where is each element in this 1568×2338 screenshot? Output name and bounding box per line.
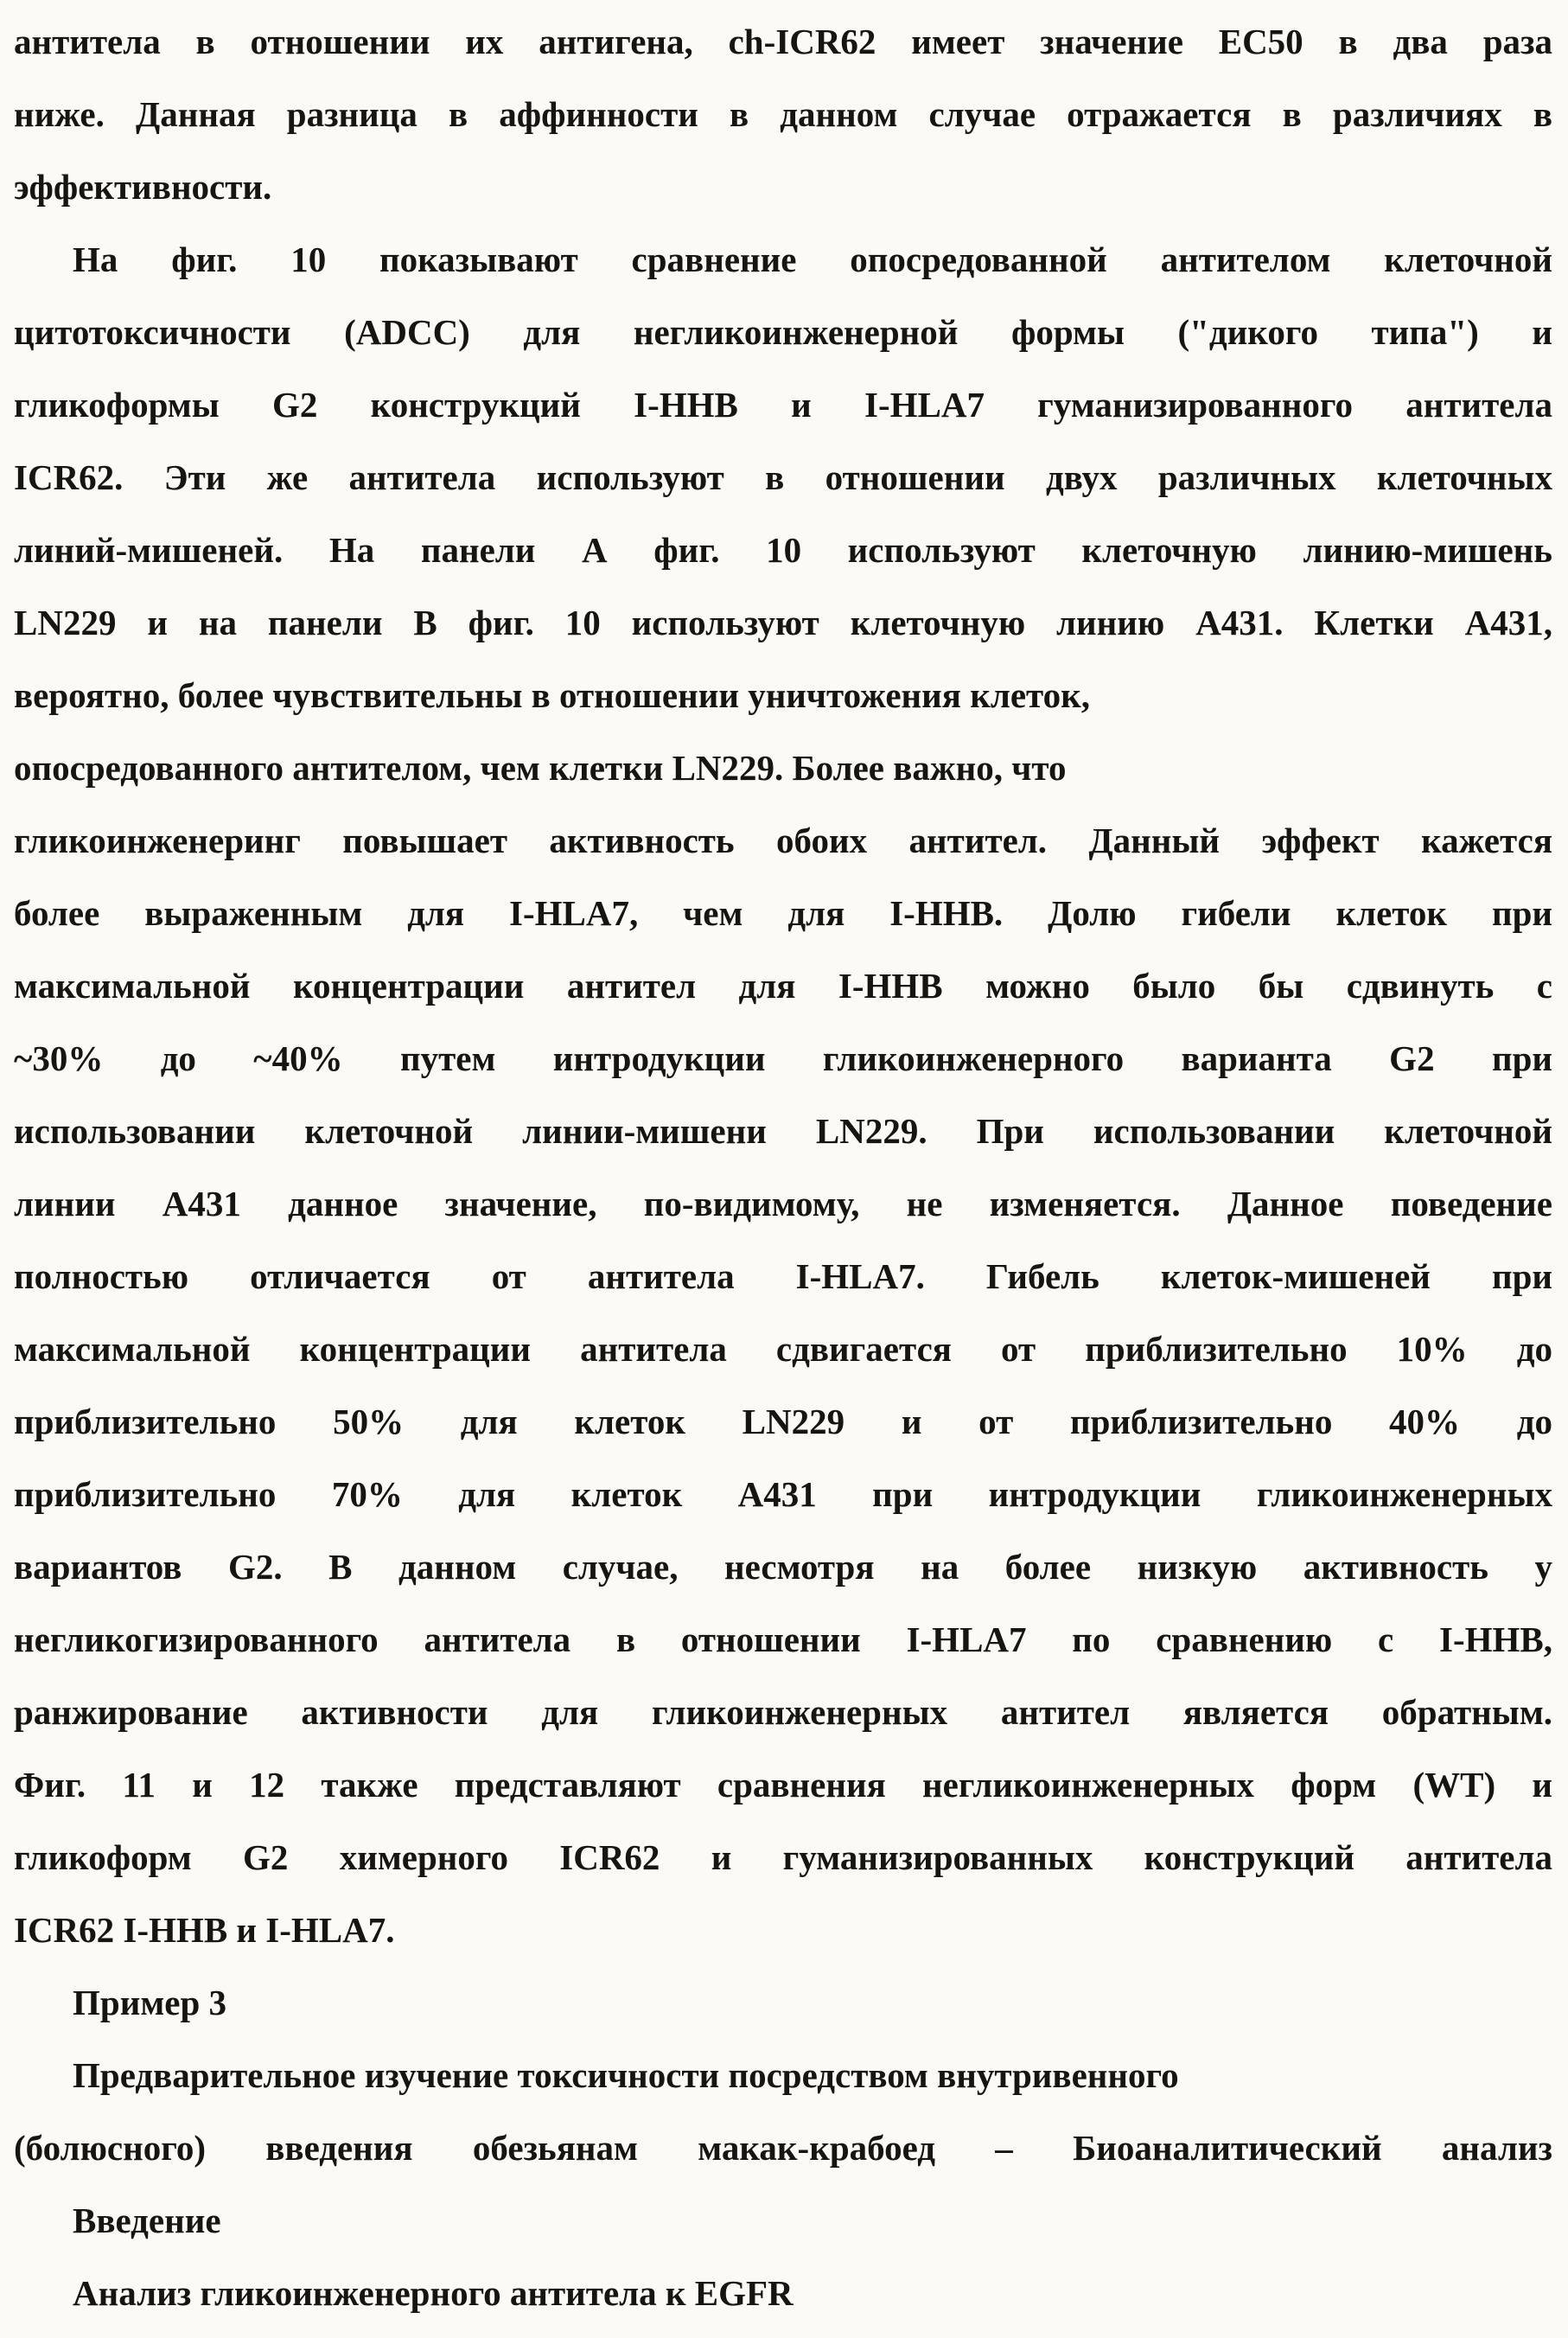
text-line: полностью отличается от антитела I-HLA7. Гибель клеток-мишеней при — [14, 1256, 1552, 1296]
text-line: цитотоксичности (ADCC) для негликоинженерной формы ("дикого типа") и — [14, 312, 1552, 352]
text-line: линий-мишеней. На панели А фиг. 10 используют клеточную линию-мишень — [14, 530, 1552, 570]
text-line: линии А431 данное значение, по-видимому, не изменяется. Данное поведение — [14, 1184, 1552, 1223]
text-line: гликоинженеринг повышает активность обоих антител. Данный эффект кажется — [14, 821, 1552, 860]
text-line: вариантов G2. В данном случае, несмотря на более низкую активность у — [14, 1547, 1552, 1587]
text-line: гликоформ G2 химерного ICR62 и гуманизированных конструкций антитела — [14, 1837, 1552, 1877]
text-line: (болюсного) введения обезьянам макак-крабоед – Биоаналитический анализ — [14, 2128, 1552, 2168]
text-line: Предварительное изучение токсичности посредством внутривенного — [73, 2055, 1179, 2095]
text-line: ~30% до ~40% путем интродукции гликоинженерного варианта G2 при — [14, 1038, 1552, 1078]
text-line: использовании клеточной линии-мишени LN229. При использовании клеточной — [14, 1111, 1552, 1151]
text-line: опосредованного антителом, чем клетки LN229. Более важно, что — [14, 748, 1067, 788]
paragraph — [14, 223, 1552, 1966]
text-line: более выраженным для I-HLA7, чем для I-HHB. Долю гибели клеток при — [14, 893, 1552, 933]
text-line: антитела в отношении их антигена, ch-ICR62 имеет значение EC50 в два раза — [14, 22, 1552, 61]
text-line: Пример 3 — [73, 1983, 226, 2022]
text-line: приблизительно 50% для клеток LN229 и от приблизительно 40% до — [14, 1402, 1552, 1441]
text-line: Анализ гликоинженерного антитела к EGFR — [73, 2273, 794, 2313]
text-line: ниже. Данная разница в аффинности в данном случае отражается в различиях в — [14, 94, 1552, 134]
text-line: Введение — [73, 2201, 221, 2240]
text-line: ICR62. Эти же антитела используют в отношении двух различных клеточных — [14, 457, 1552, 497]
text-line: максимальной концентрации антител для I-HHB можно было бы сдвинуть с — [14, 966, 1552, 1006]
paragraph — [14, 2184, 1552, 2257]
text-line: ранжирование активности для гликоинженерных антител является обратным. — [14, 1692, 1552, 1732]
paragraph — [14, 1966, 1552, 2039]
text-line: максимальной концентрации антитела сдвигается от приблизительно 10% до — [14, 1329, 1552, 1369]
paragraph — [14, 2039, 1552, 2184]
text-line: негликогизированного антитела в отношении I-HLA7 по сравнению с I-HHB, — [14, 1619, 1552, 1659]
text-line: эффективности. — [14, 167, 272, 207]
text-line: Фиг. 11 и 12 также представляют сравнения негликоинженерных форм (WT) и — [14, 1765, 1552, 1805]
text-line: ICR62 I-HHB и I-HLA7. — [14, 1910, 395, 1950]
text-line: гликоформы G2 конструкций I-HHB и I-HLA7 гуманизированного антитела — [14, 385, 1552, 425]
text-line: вероятно, более чувствительны в отношении уничтожения клеток, — [14, 675, 1090, 715]
paragraph — [14, 5, 1552, 223]
text-line: приблизительно 70% для клеток А431 при интродукции гликоинженерных — [14, 1474, 1552, 1514]
text-line: LN229 и на панели В фиг. 10 используют клеточную линию А431. Клетки А431, — [14, 603, 1552, 642]
text-line: На фиг. 10 показывают сравнение опосредованной антителом клеточной — [73, 240, 1552, 279]
paragraph — [14, 2257, 1552, 2329]
